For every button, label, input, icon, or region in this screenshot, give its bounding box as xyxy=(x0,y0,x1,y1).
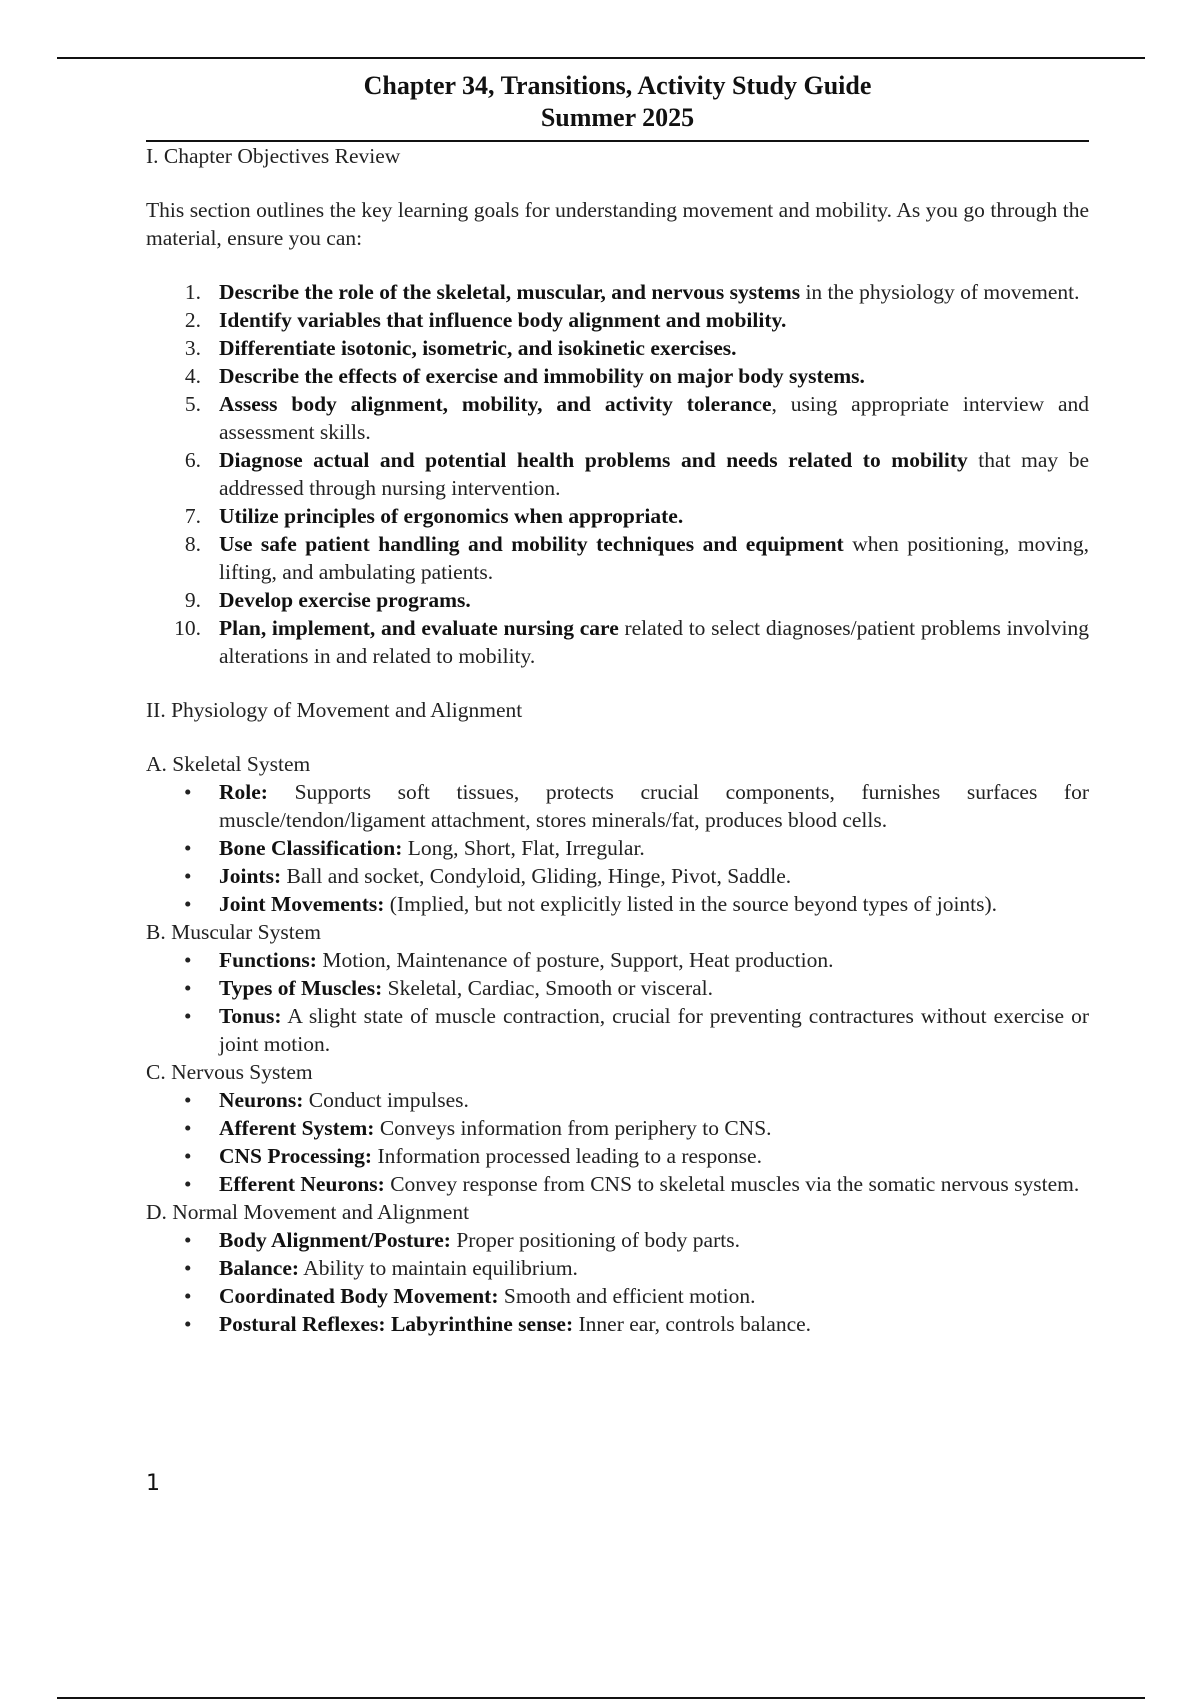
subsection-heading: D. Normal Movement and Alignment xyxy=(146,1200,470,1224)
list-item: • Balance: Ability to maintain equilibrium. xyxy=(184,1256,578,1280)
list-item: 3. Differentiate isotonic, isometric, and isokinetic exercises. xyxy=(184,336,737,360)
nervous-list xyxy=(146,1086,1089,1198)
list-item: 9. Develop exercise programs. xyxy=(184,588,471,612)
title-line-1: Chapter 34, Transitions, Activity Study Guide xyxy=(363,71,872,100)
list-item: • Joints: Ball and socket, Condyloid, Gliding, Hinge, Pivot, Saddle. xyxy=(184,864,792,888)
section-1-heading: I. Chapter Objectives Review xyxy=(146,144,401,168)
list-item: • Joint Movements: (Implied, but not explicitly listed in the source beyond types of joints). xyxy=(184,892,998,916)
objectives-list xyxy=(146,278,1089,670)
subsection-heading: C. Nervous System xyxy=(146,1060,313,1084)
list-item: • CNS Processing: Information processed leading to a response. xyxy=(184,1144,762,1168)
list-item: • Body Alignment/Posture: Proper positioning of body parts. xyxy=(184,1228,740,1252)
section-2-heading: II. Physiology of Movement and Alignment xyxy=(146,698,523,722)
subsection-heading: B. Muscular System xyxy=(146,920,321,944)
subsection-heading: A. Skeletal System xyxy=(146,752,311,776)
list-item: • Neurons: Conduct impulses. xyxy=(184,1088,469,1112)
page-number: 1 xyxy=(146,1471,160,1496)
movement-list xyxy=(146,1226,1089,1338)
list-item: 6. Diagnose actual and potential health problems and needs related to mobility that may be addressed through nursing intervention. xyxy=(184,448,1089,500)
list-item: 7. Utilize principles of ergonomics when appropriate. xyxy=(184,504,684,528)
list-item: 2. Identify variables that influence body alignment and mobility. xyxy=(184,308,787,332)
list-item: • Postural Reflexes: Labyrinthine sense: Inner ear, controls balance. xyxy=(184,1312,812,1336)
document-title xyxy=(146,70,1089,134)
list-item: 5. Assess body alignment, mobility, and activity tolerance, using appropriate interview and assessment skills. xyxy=(184,392,1089,444)
section-1-intro: This section outlines the key learning goals for understanding movement and mobility. As you go through the material, ensure you can: xyxy=(146,198,1089,250)
list-item: • Efferent Neurons: Convey response from CNS to skeletal muscles via the somatic nervous system. xyxy=(184,1172,1080,1196)
muscular-list xyxy=(146,946,1089,1058)
header-rule xyxy=(57,57,1145,59)
list-item: 1. Describe the role of the skeletal, muscular, and nervous systems in the physiology of movement. xyxy=(184,280,1080,304)
footer-rule xyxy=(57,1697,1145,1699)
list-item: • Coordinated Body Movement: Smooth and efficient motion. xyxy=(184,1284,756,1308)
list-item: 4. Describe the effects of exercise and immobility on major body systems. xyxy=(184,364,865,388)
list-item: 8. Use safe patient handling and mobility techniques and equipment when positioning, moving, lifting, and ambulating patients. xyxy=(184,532,1089,584)
skeletal-list xyxy=(146,778,1089,918)
list-item: • Functions: Motion, Maintenance of posture, Support, Heat production. xyxy=(184,948,834,972)
list-item: • Types of Muscles: Skeletal, Cardiac, Smooth or visceral. xyxy=(184,976,714,1000)
list-item: • Bone Classification: Long, Short, Flat, Irregular. xyxy=(184,836,645,860)
document-body xyxy=(146,70,1089,1338)
list-item: • Afferent System: Conveys information from periphery to CNS. xyxy=(184,1116,772,1140)
list-item: • Role: Supports soft tissues, protects crucial components, furnishes surfaces for muscle/tendon/ligament attachment, stores minerals/fat, produces blood cells. xyxy=(184,780,1089,832)
list-item: • Tonus: A slight state of muscle contraction, crucial for preventing contractures without exercise or joint motion. xyxy=(184,1004,1089,1056)
title-line-2: Summer 2025 xyxy=(540,103,695,132)
list-item: 10. Plan, implement, and evaluate nursing care related to select diagnoses/patient problems involving alterations in and related to mobility. xyxy=(174,616,1090,668)
